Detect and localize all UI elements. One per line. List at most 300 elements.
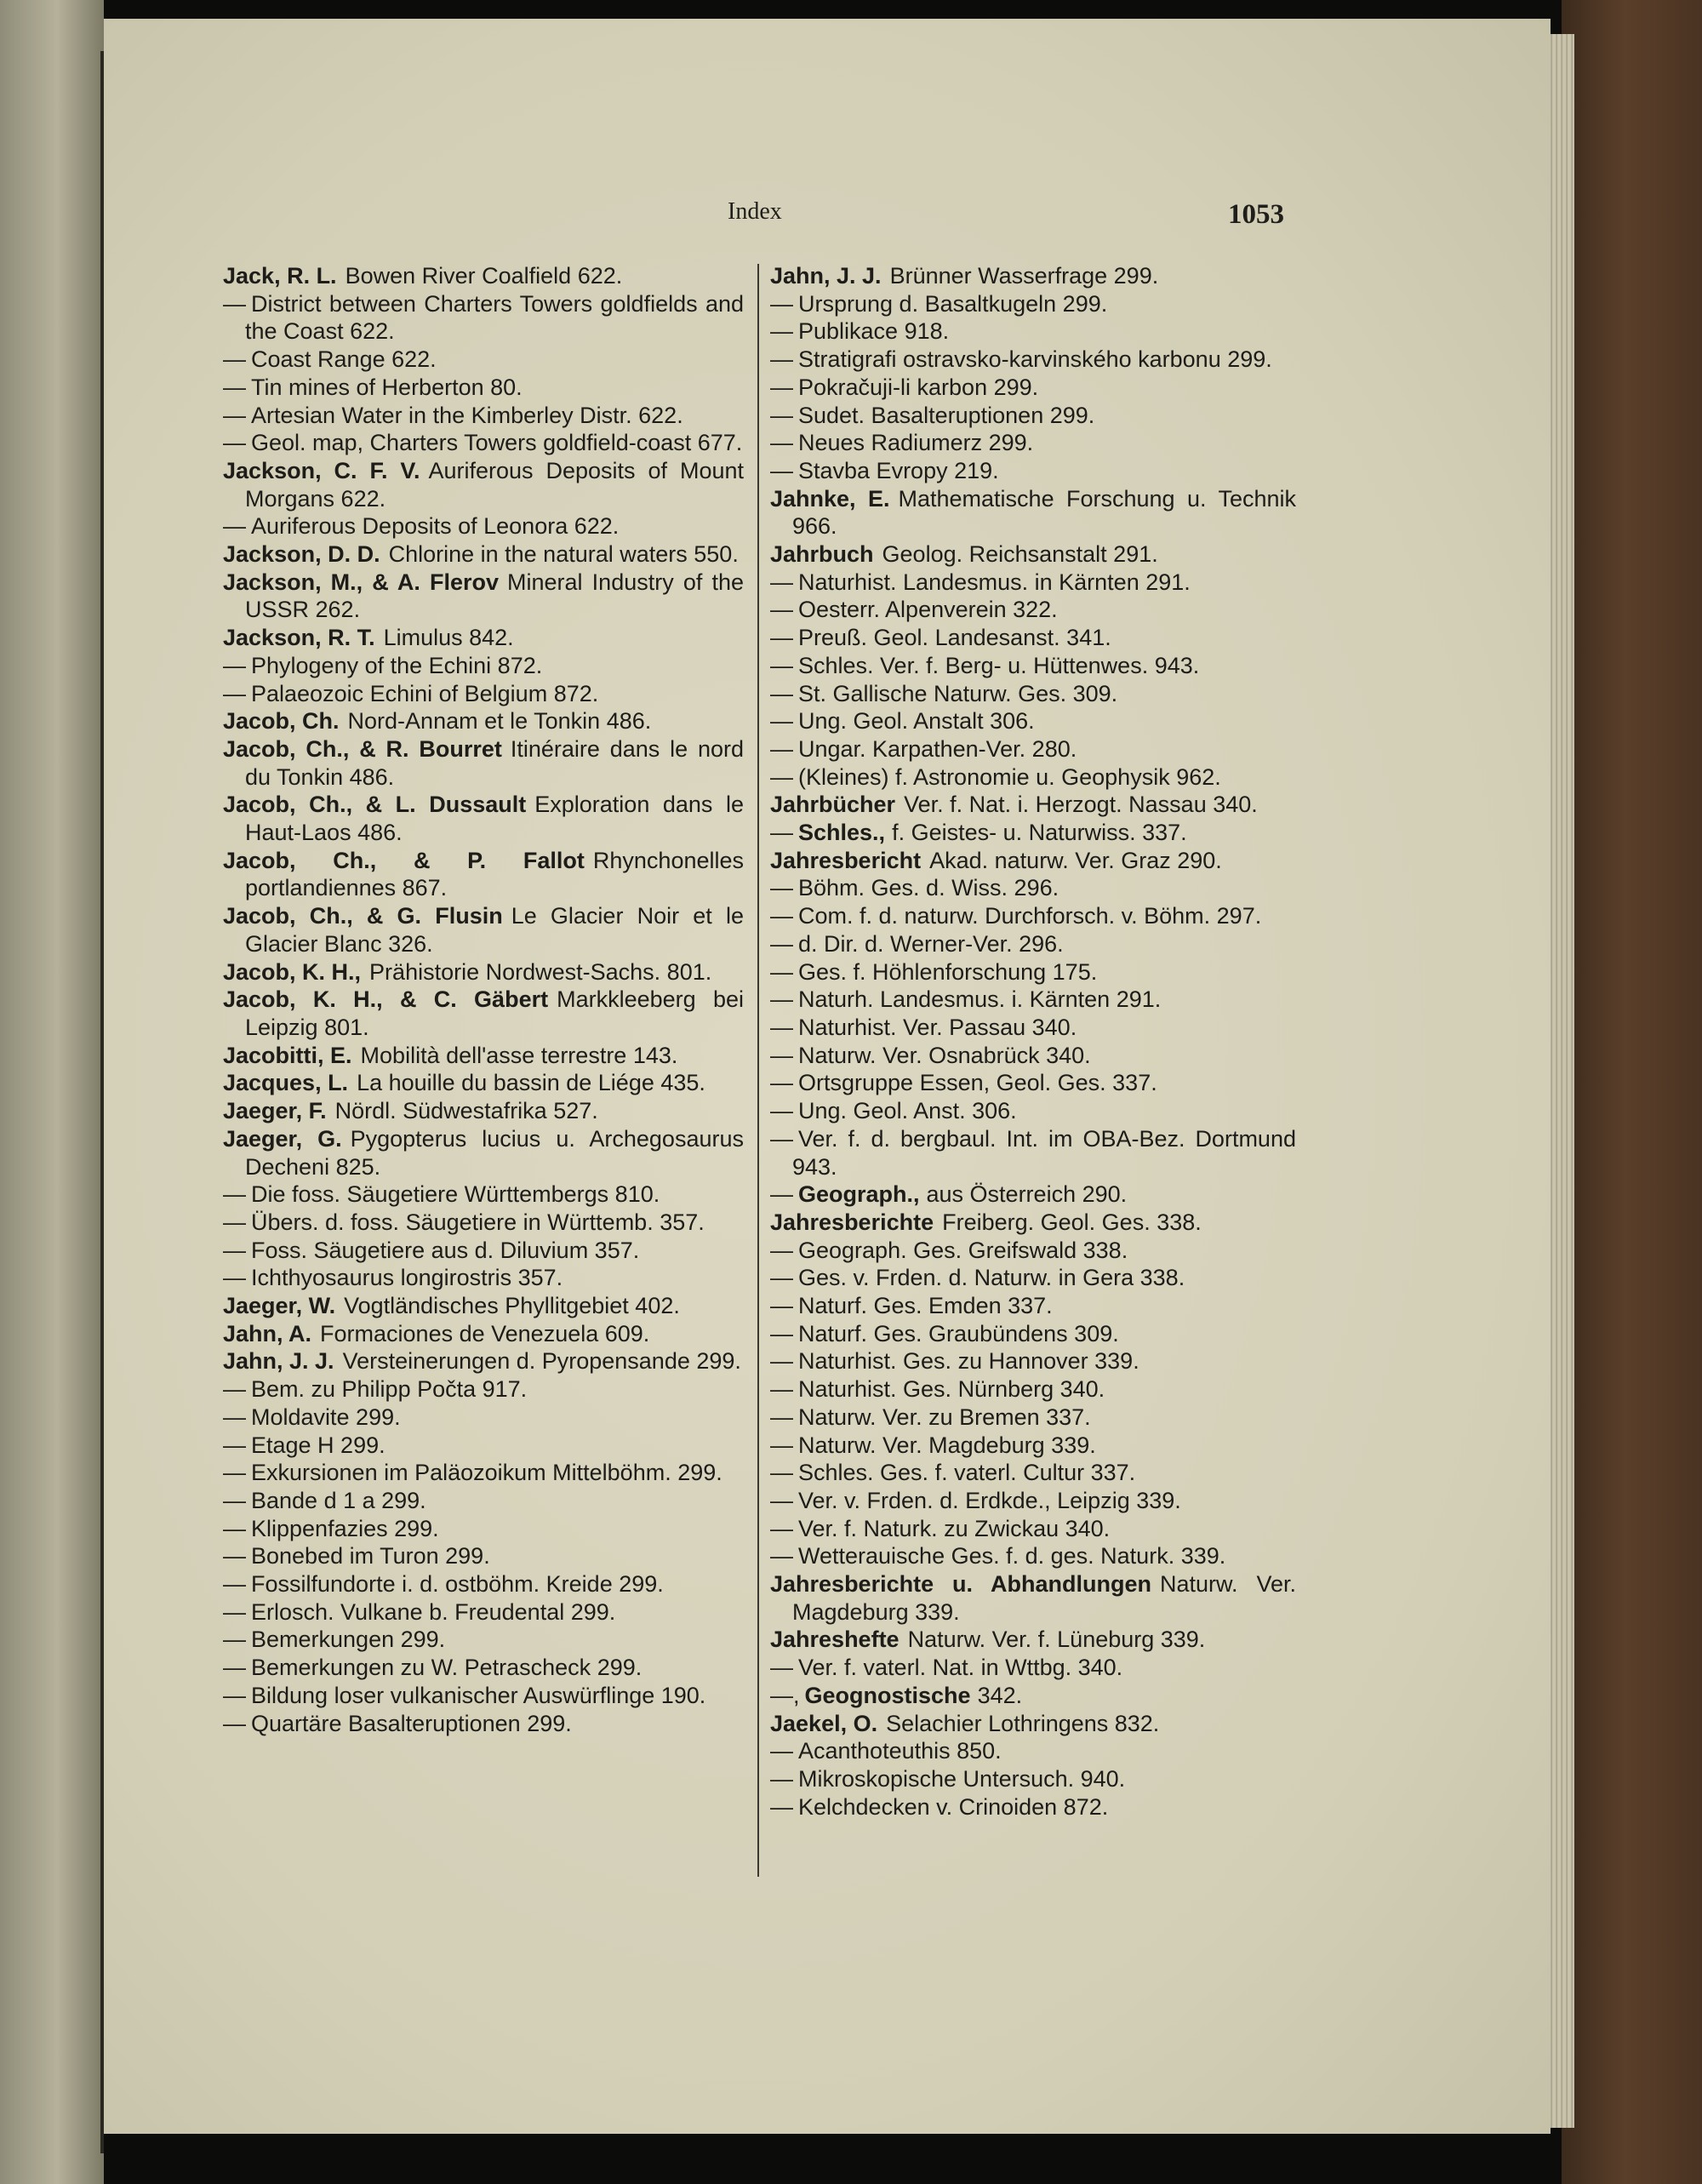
index-entry bbox=[770, 402, 1296, 430]
entry-author: Jahnke, E. bbox=[770, 485, 890, 512]
continuation-dash: — bbox=[223, 1432, 246, 1458]
entry-title: Palaeozoic Echini of Belgium 872. bbox=[251, 680, 599, 706]
index-entry bbox=[223, 707, 744, 735]
entry-title: Neues Radiumerz 299. bbox=[798, 430, 1034, 456]
continuation-dash: — bbox=[770, 290, 793, 317]
entry-title: Ges. f. Höhlenforschung 175. bbox=[798, 958, 1098, 985]
continuation-dash: — bbox=[223, 513, 246, 540]
entry-author: Jacques, L. bbox=[223, 1070, 349, 1096]
index-entry bbox=[770, 1237, 1296, 1265]
entry-title: Bonebed im Turon 299. bbox=[251, 1543, 490, 1569]
entry-title: Bemerkungen 299. bbox=[251, 1627, 446, 1653]
index-entry bbox=[770, 707, 1296, 735]
continuation-dash: — bbox=[770, 1404, 793, 1430]
index-column-left bbox=[223, 262, 744, 1737]
entry-title: Mobilità dell'asse terrestre 143. bbox=[360, 1042, 678, 1068]
entry-author: Jacob, Ch., & R. Bourret bbox=[223, 735, 502, 762]
entry-title: Mathematische Forschung u. Technik 966. bbox=[792, 485, 1296, 540]
continuation-dash: — bbox=[770, 1014, 793, 1040]
entry-title: Nördl. Südwestafrika 527. bbox=[334, 1098, 598, 1124]
index-entry bbox=[223, 1181, 744, 1209]
continuation-dash: — bbox=[770, 1765, 793, 1792]
entry-author: Jacobitti, E. bbox=[223, 1042, 352, 1068]
continuation-dash: — bbox=[770, 374, 793, 400]
continuation-dash: — bbox=[770, 652, 793, 678]
index-column-right bbox=[770, 262, 1296, 1821]
continuation-dash: — bbox=[770, 1042, 793, 1068]
entry-title: Schles. Ges. f. vaterl. Cultur 337. bbox=[798, 1460, 1136, 1486]
entry-title: Exploration dans le Haut-Laos 486. bbox=[245, 792, 744, 846]
index-entry bbox=[770, 1654, 1296, 1682]
running-header: Index bbox=[728, 198, 782, 225]
entry-title: Artesian Water in the Kimberley Distr. 622. bbox=[251, 402, 683, 428]
continuation-dash: — bbox=[223, 1487, 246, 1513]
index-entry bbox=[223, 1682, 744, 1710]
entry-author: Jackson, D. D. bbox=[223, 541, 380, 568]
entry-subheading: Schles., bbox=[798, 820, 886, 846]
index-entry bbox=[770, 1432, 1296, 1460]
entry-title: Selachier Lothringens 832. bbox=[886, 1710, 1160, 1736]
continuation-dash: — bbox=[223, 1265, 246, 1291]
continuation-dash: — bbox=[223, 1627, 246, 1653]
index-entry bbox=[770, 290, 1296, 318]
index-entry bbox=[223, 652, 744, 680]
index-entry bbox=[770, 763, 1296, 792]
continuation-dash: — bbox=[770, 1543, 793, 1569]
index-entry bbox=[770, 1487, 1296, 1515]
entry-title: Brünner Wasserfrage 299. bbox=[889, 263, 1159, 289]
index-entry bbox=[223, 540, 744, 569]
continuation-dash: — bbox=[770, 1793, 793, 1820]
index-entry bbox=[223, 262, 744, 290]
entry-author: Jaekel, O. bbox=[770, 1710, 878, 1736]
continuation-dash: — bbox=[770, 875, 793, 901]
index-entry bbox=[770, 1347, 1296, 1375]
index-entry bbox=[770, 1459, 1296, 1487]
entry-title: Böhm. Ges. d. Wiss. 296. bbox=[798, 875, 1059, 901]
continuation-dash: — bbox=[770, 958, 793, 985]
entry-title: Schles. Ver. f. Berg- u. Hüttenwes. 943. bbox=[798, 652, 1200, 678]
entry-subheading: Geognostische bbox=[804, 1682, 971, 1708]
entry-title: Chlorine in the natural waters 550. bbox=[388, 541, 739, 568]
entry-title: St. Gallische Naturw. Ges. 309. bbox=[798, 680, 1118, 706]
continuation-dash: —, bbox=[770, 1682, 800, 1708]
entry-author: Jaeger, F. bbox=[223, 1098, 327, 1124]
index-entry bbox=[770, 680, 1296, 708]
index-entry bbox=[770, 1737, 1296, 1765]
entry-title: Ver. f. vaterl. Nat. in Wttbg. 340. bbox=[798, 1655, 1123, 1681]
index-entry bbox=[770, 1014, 1296, 1042]
continuation-dash: — bbox=[770, 1487, 793, 1513]
entry-title: Markkleeberg bei Leipzig 801. bbox=[245, 986, 744, 1040]
entry-title: Coast Range 622. bbox=[251, 346, 437, 373]
continuation-dash: — bbox=[770, 763, 793, 790]
entry-title: Ges. v. Frden. d. Naturw. in Gera 338. bbox=[798, 1265, 1185, 1291]
entry-title: Geograph. Ges. Greifswald 338. bbox=[798, 1237, 1128, 1263]
entry-title: Naturw. Ver. Osnabrück 340. bbox=[798, 1042, 1091, 1068]
continuation-dash: — bbox=[770, 708, 793, 735]
entry-title: Limulus 842. bbox=[383, 625, 514, 651]
index-entry bbox=[223, 1654, 744, 1682]
entry-title: Bildung loser vulkanischer Auswürflinge 190. bbox=[251, 1682, 706, 1708]
index-entry bbox=[223, 1292, 744, 1320]
continuation-dash: — bbox=[770, 1265, 793, 1291]
entry-title: Oesterr. Alpenverein 322. bbox=[798, 597, 1058, 623]
entry-title: (Kleines) f. Astronomie u. Geophysik 962. bbox=[798, 763, 1221, 790]
entry-author: Jackson, R. T. bbox=[223, 625, 375, 651]
index-entry bbox=[770, 1515, 1296, 1543]
continuation-dash: — bbox=[770, 1348, 793, 1375]
index-entry bbox=[223, 735, 744, 791]
entry-title: Com. f. d. naturw. Durchforsch. v. Böhm. 297. bbox=[798, 903, 1262, 929]
entry-subheading: Geograph., bbox=[798, 1181, 920, 1208]
index-entry bbox=[223, 847, 744, 902]
index-entry bbox=[770, 624, 1296, 652]
entry-author: Jackson, M., & A. Flerov bbox=[223, 569, 500, 595]
entry-title: 342. bbox=[977, 1682, 1023, 1708]
index-entry bbox=[223, 346, 744, 374]
index-entry bbox=[770, 485, 1296, 540]
continuation-dash: — bbox=[223, 1682, 246, 1708]
index-entry bbox=[223, 1487, 744, 1515]
entry-title: Bem. zu Philipp Počta 917. bbox=[251, 1376, 528, 1403]
continuation-dash: — bbox=[223, 1543, 246, 1569]
index-entry bbox=[770, 262, 1296, 290]
continuation-dash: — bbox=[223, 1209, 246, 1235]
entry-title: Quartäre Basalteruptionen 299. bbox=[251, 1710, 572, 1736]
index-entry bbox=[223, 986, 744, 1041]
entry-title: Ver. v. Frden. d. Erdkde., Leipzig 339. bbox=[798, 1487, 1181, 1513]
index-entry bbox=[223, 374, 744, 402]
index-entry bbox=[223, 902, 744, 958]
entry-title: Ortsgruppe Essen, Geol. Ges. 337. bbox=[798, 1070, 1157, 1096]
entry-title: Formaciones de Venezuela 609. bbox=[320, 1320, 650, 1346]
entry-title: Vogtländisches Phyllitgebiet 402. bbox=[344, 1293, 680, 1319]
continuation-dash: — bbox=[770, 457, 793, 483]
continuation-dash: — bbox=[770, 346, 793, 373]
entry-title: Bemerkungen zu W. Petrascheck 299. bbox=[251, 1655, 643, 1681]
entry-title: d. Dir. d. Werner-Ver. 296. bbox=[798, 930, 1064, 957]
entry-author: Jahresbericht bbox=[770, 847, 922, 873]
entry-title: Stratigrafi ostravsko-karvinského karbonu 299. bbox=[798, 346, 1272, 373]
continuation-dash: — bbox=[770, 1432, 793, 1458]
entry-author: Jacob, Ch. bbox=[223, 708, 340, 735]
continuation-dash: — bbox=[770, 1460, 793, 1486]
entry-title: Naturf. Ges. Graubündens 309. bbox=[798, 1320, 1119, 1346]
entry-title: Auriferous Deposits of Mount Morgans 622. bbox=[245, 457, 744, 512]
entry-title: Acanthoteuthis 850. bbox=[798, 1738, 1002, 1764]
entry-title: Ver. f. d. bergbaul. Int. im OBA-Bez. Dortmund 943. bbox=[792, 1125, 1296, 1180]
index-entry bbox=[223, 402, 744, 430]
continuation-dash: — bbox=[223, 346, 246, 373]
index-entry bbox=[770, 1125, 1296, 1181]
entry-title: Exkursionen im Paläozoikum Mittelböhm. 299. bbox=[251, 1460, 722, 1486]
entry-title: f. Geistes- u. Naturwiss. 337. bbox=[892, 820, 1187, 846]
index-entry bbox=[223, 1515, 744, 1543]
entry-author: Jacob, K. H., & C. Gäbert bbox=[223, 986, 549, 1013]
continuation-dash: — bbox=[770, 597, 793, 623]
index-entry bbox=[223, 429, 744, 457]
index-entry bbox=[223, 1209, 744, 1237]
book-cover bbox=[1562, 0, 1702, 2184]
entry-author: Jahn, A. bbox=[223, 1320, 312, 1346]
entry-title: Naturw. Ver. f. Lüneburg 339. bbox=[907, 1627, 1206, 1653]
index-entry bbox=[770, 902, 1296, 930]
index-entry bbox=[223, 290, 744, 346]
continuation-dash: — bbox=[770, 930, 793, 957]
index-entry bbox=[770, 958, 1296, 986]
continuation-dash: — bbox=[770, 1181, 793, 1208]
continuation-dash: — bbox=[770, 402, 793, 428]
continuation-dash: — bbox=[770, 1125, 793, 1152]
index-entry bbox=[223, 1542, 744, 1570]
entry-author: Jahreshefte bbox=[770, 1627, 900, 1653]
continuation-dash: — bbox=[770, 1237, 793, 1263]
index-entry bbox=[770, 1570, 1296, 1626]
entry-title: Naturf. Ges. Emden 337. bbox=[798, 1293, 1053, 1319]
continuation-dash: — bbox=[223, 374, 246, 400]
entry-title: Geolog. Reichsanstalt 291. bbox=[882, 541, 1158, 568]
index-entry bbox=[223, 624, 744, 652]
entry-author: Jack, R. L. bbox=[223, 263, 337, 289]
index-entry bbox=[770, 1320, 1296, 1348]
index-entry bbox=[770, 735, 1296, 763]
index-entry bbox=[770, 1793, 1296, 1821]
entry-title: aus Österreich 290. bbox=[926, 1181, 1128, 1208]
continuation-dash: — bbox=[223, 1376, 246, 1403]
entry-author: Jahresberichte bbox=[770, 1209, 934, 1235]
entry-author: Jacob, Ch., & L. Dussault bbox=[223, 792, 527, 818]
entry-title: Nord-Annam et le Tonkin 486. bbox=[347, 708, 652, 735]
continuation-dash: — bbox=[770, 820, 793, 846]
entry-title: Pokračuji-li karbon 299. bbox=[798, 374, 1039, 400]
entry-title: Phylogeny of the Echini 872. bbox=[251, 652, 543, 678]
continuation-dash: — bbox=[223, 1655, 246, 1681]
index-entry bbox=[770, 374, 1296, 402]
index-entry bbox=[770, 569, 1296, 597]
index-entry bbox=[770, 1375, 1296, 1404]
entry-title: Auriferous Deposits of Leonora 622. bbox=[251, 513, 620, 540]
continuation-dash: — bbox=[770, 569, 793, 595]
entry-author: Jahresberichte u. Abhandlungen bbox=[770, 1571, 1151, 1598]
entry-title: Mineral Industry of the USSR 262. bbox=[245, 569, 744, 623]
entry-title: Itinéraire dans le nord du Tonkin 486. bbox=[245, 735, 744, 790]
entry-title: Versteinerungen d. Pyropensande 299. bbox=[342, 1348, 741, 1375]
continuation-dash: — bbox=[770, 903, 793, 929]
entry-title: Naturw. Ver. Magdeburg 339. bbox=[798, 1432, 1096, 1458]
continuation-dash: — bbox=[223, 402, 246, 428]
previous-page-edge bbox=[0, 0, 104, 2184]
index-entry bbox=[223, 1375, 744, 1404]
entry-author: Jacob, K. H., bbox=[223, 958, 362, 985]
entry-title: Ung. Geol. Anst. 306. bbox=[798, 1098, 1017, 1124]
index-entry bbox=[223, 1598, 744, 1627]
continuation-dash: — bbox=[223, 1460, 246, 1486]
entry-title: Pygopterus lucius u. Archegosaurus Decheni 825. bbox=[245, 1125, 744, 1180]
index-entry bbox=[223, 457, 744, 512]
continuation-dash: — bbox=[223, 680, 246, 706]
entry-title: Naturhist. Landesmus. in Kärnten 291. bbox=[798, 569, 1191, 595]
index-entry bbox=[223, 512, 744, 540]
index-entry bbox=[770, 596, 1296, 624]
entry-title: Akad. naturw. Ver. Graz 290. bbox=[929, 847, 1222, 873]
index-entry bbox=[223, 1459, 744, 1487]
continuation-dash: — bbox=[223, 290, 246, 317]
entry-author: Jahrbücher bbox=[770, 792, 896, 818]
entry-title: Ung. Geol. Anstalt 306. bbox=[798, 708, 1035, 735]
page-number: 1053 bbox=[1228, 199, 1284, 230]
index-entry bbox=[770, 1542, 1296, 1570]
index-entry bbox=[770, 1097, 1296, 1125]
entry-title: Preuß. Geol. Landesanst. 341. bbox=[798, 625, 1111, 651]
entry-title: Bande d 1 a 299. bbox=[251, 1487, 426, 1513]
entry-author: Jackson, C. F. V. bbox=[223, 457, 420, 483]
entry-title: Ichthyosaurus longirostris 357. bbox=[251, 1265, 563, 1291]
entry-title: La houille du bassin de Liége 435. bbox=[357, 1070, 705, 1096]
index-entry bbox=[223, 1404, 744, 1432]
entry-title: Fossilfundorte i. d. ostböhm. Kreide 299. bbox=[251, 1571, 664, 1598]
index-entry bbox=[223, 680, 744, 708]
entry-title: Erlosch. Vulkane b. Freudental 299. bbox=[251, 1598, 616, 1625]
entry-author: Jacob, Ch., & G. Flusin bbox=[223, 903, 503, 929]
index-entry bbox=[223, 1069, 744, 1097]
continuation-dash: — bbox=[770, 680, 793, 706]
index-entry bbox=[223, 1042, 744, 1070]
index-entry bbox=[770, 1682, 1296, 1710]
entry-author: Jahrbuch bbox=[770, 541, 874, 568]
entry-title: District between Charters Towers goldfields and the Coast 622. bbox=[245, 290, 744, 345]
entry-title: Etage H 299. bbox=[251, 1432, 386, 1458]
continuation-dash: — bbox=[770, 1098, 793, 1124]
entry-title: Wetterauische Ges. f. d. ges. Naturk. 339. bbox=[798, 1543, 1226, 1569]
entry-title: Naturhist. Ver. Passau 340. bbox=[798, 1014, 1077, 1040]
index-entry bbox=[223, 1264, 744, 1292]
continuation-dash: — bbox=[770, 318, 793, 345]
entry-title: Publikace 918. bbox=[798, 318, 950, 345]
entry-title: Ver. f. Naturk. zu Zwickau 340. bbox=[798, 1515, 1111, 1541]
index-entry bbox=[223, 1347, 744, 1375]
entry-title: Übers. d. foss. Säugetiere in Württemb. 357. bbox=[251, 1209, 705, 1235]
entry-author: Jahn, J. J. bbox=[770, 263, 882, 289]
continuation-dash: — bbox=[223, 430, 246, 456]
index-entry bbox=[223, 569, 744, 624]
index-entry bbox=[770, 819, 1296, 847]
index-entry bbox=[223, 1570, 744, 1598]
continuation-dash: — bbox=[223, 1571, 246, 1598]
index-entry bbox=[223, 791, 744, 846]
entry-title: Sudet. Basalteruptionen 299. bbox=[798, 402, 1095, 428]
index-entry bbox=[770, 317, 1296, 346]
continuation-dash: — bbox=[223, 652, 246, 678]
entry-title: Klippenfazies 299. bbox=[251, 1515, 439, 1541]
entry-author: Jaeger, G. bbox=[223, 1125, 342, 1152]
continuation-dash: — bbox=[770, 735, 793, 762]
continuation-dash: — bbox=[223, 1710, 246, 1736]
entry-title: Ursprung d. Basaltkugeln 299. bbox=[798, 290, 1108, 317]
entry-title: Die foss. Säugetiere Württembergs 810. bbox=[251, 1181, 660, 1208]
index-entry bbox=[770, 1626, 1296, 1654]
continuation-dash: — bbox=[223, 1598, 246, 1625]
continuation-dash: — bbox=[223, 1404, 246, 1430]
entry-title: Freiberg. Geol. Ges. 338. bbox=[942, 1209, 1202, 1235]
continuation-dash: — bbox=[770, 430, 793, 456]
entry-title: Ver. f. Nat. i. Herzogt. Nassau 340. bbox=[904, 792, 1258, 818]
index-entry bbox=[770, 930, 1296, 958]
index-entry bbox=[770, 540, 1296, 569]
index-entry bbox=[770, 346, 1296, 374]
entry-title: Moldavite 299. bbox=[251, 1404, 401, 1430]
entry-title: Naturhist. Ges. zu Hannover 339. bbox=[798, 1348, 1139, 1375]
index-entry bbox=[223, 1237, 744, 1265]
index-entry bbox=[770, 1181, 1296, 1209]
continuation-dash: — bbox=[770, 986, 793, 1013]
continuation-dash: — bbox=[770, 1376, 793, 1403]
entry-author: Jahn, J. J. bbox=[223, 1348, 334, 1375]
entry-title: Geol. map, Charters Towers goldfield-coast 677. bbox=[251, 430, 743, 456]
continuation-dash: — bbox=[223, 1181, 246, 1208]
continuation-dash: — bbox=[770, 1320, 793, 1346]
index-entry bbox=[770, 1042, 1296, 1070]
index-entry bbox=[770, 1404, 1296, 1432]
index-entry bbox=[223, 958, 744, 986]
entry-title: Naturhist. Ges. Nürnberg 340. bbox=[798, 1376, 1105, 1403]
entry-title: Ungar. Karpathen-Ver. 280. bbox=[798, 735, 1077, 762]
index-entry bbox=[770, 986, 1296, 1014]
entry-title: Mikroskopische Untersuch. 940. bbox=[798, 1765, 1126, 1792]
entry-title: Naturw. Ver. Magdeburg 339. bbox=[792, 1571, 1296, 1625]
index-entry bbox=[223, 1710, 744, 1738]
entry-title: Foss. Säugetiere aus d. Diluvium 357. bbox=[251, 1237, 640, 1263]
entry-title: Prähistorie Nordwest-Sachs. 801. bbox=[369, 958, 712, 985]
continuation-dash: — bbox=[770, 625, 793, 651]
index-entry bbox=[223, 1626, 744, 1654]
entry-title: Tin mines of Herberton 80. bbox=[251, 374, 523, 400]
index-entry bbox=[770, 1069, 1296, 1097]
entry-author: Jacob, Ch., & P. Fallot bbox=[223, 847, 585, 873]
index-entry bbox=[770, 847, 1296, 875]
continuation-dash: — bbox=[770, 1070, 793, 1096]
entry-title: Le Glacier Noir et le Glacier Blanc 326. bbox=[245, 903, 744, 957]
entry-title: Kelchdecken v. Crinoiden 872. bbox=[798, 1793, 1109, 1820]
continuation-dash: — bbox=[770, 1655, 793, 1681]
index-entry bbox=[770, 791, 1296, 819]
entry-title: Naturw. Ver. zu Bremen 337. bbox=[798, 1404, 1091, 1430]
continuation-dash: — bbox=[223, 1515, 246, 1541]
continuation-dash: — bbox=[770, 1293, 793, 1319]
column-divider bbox=[757, 264, 759, 1877]
entry-author: Jaeger, W. bbox=[223, 1293, 336, 1319]
continuation-dash: — bbox=[770, 1515, 793, 1541]
index-entry bbox=[223, 1320, 744, 1348]
index-entry bbox=[770, 1264, 1296, 1292]
index-entry bbox=[770, 457, 1296, 485]
index-entry bbox=[223, 1097, 744, 1125]
entry-title: Rhynchonelles portlandiennes 867. bbox=[245, 847, 744, 901]
continuation-dash: — bbox=[223, 1237, 246, 1263]
index-entry bbox=[223, 1125, 744, 1181]
entry-title: Stavba Evropy 219. bbox=[798, 457, 999, 483]
index-entry bbox=[770, 874, 1296, 902]
entry-title: Naturh. Landesmus. i. Kärnten 291. bbox=[798, 986, 1162, 1013]
entry-title: Bowen River Coalfield 622. bbox=[345, 263, 623, 289]
index-entry bbox=[770, 652, 1296, 680]
continuation-dash: — bbox=[770, 1738, 793, 1764]
index-entry bbox=[223, 1432, 744, 1460]
index-entry bbox=[770, 1710, 1296, 1738]
index-entry bbox=[770, 1292, 1296, 1320]
index-entry bbox=[770, 429, 1296, 457]
index-entry bbox=[770, 1765, 1296, 1793]
